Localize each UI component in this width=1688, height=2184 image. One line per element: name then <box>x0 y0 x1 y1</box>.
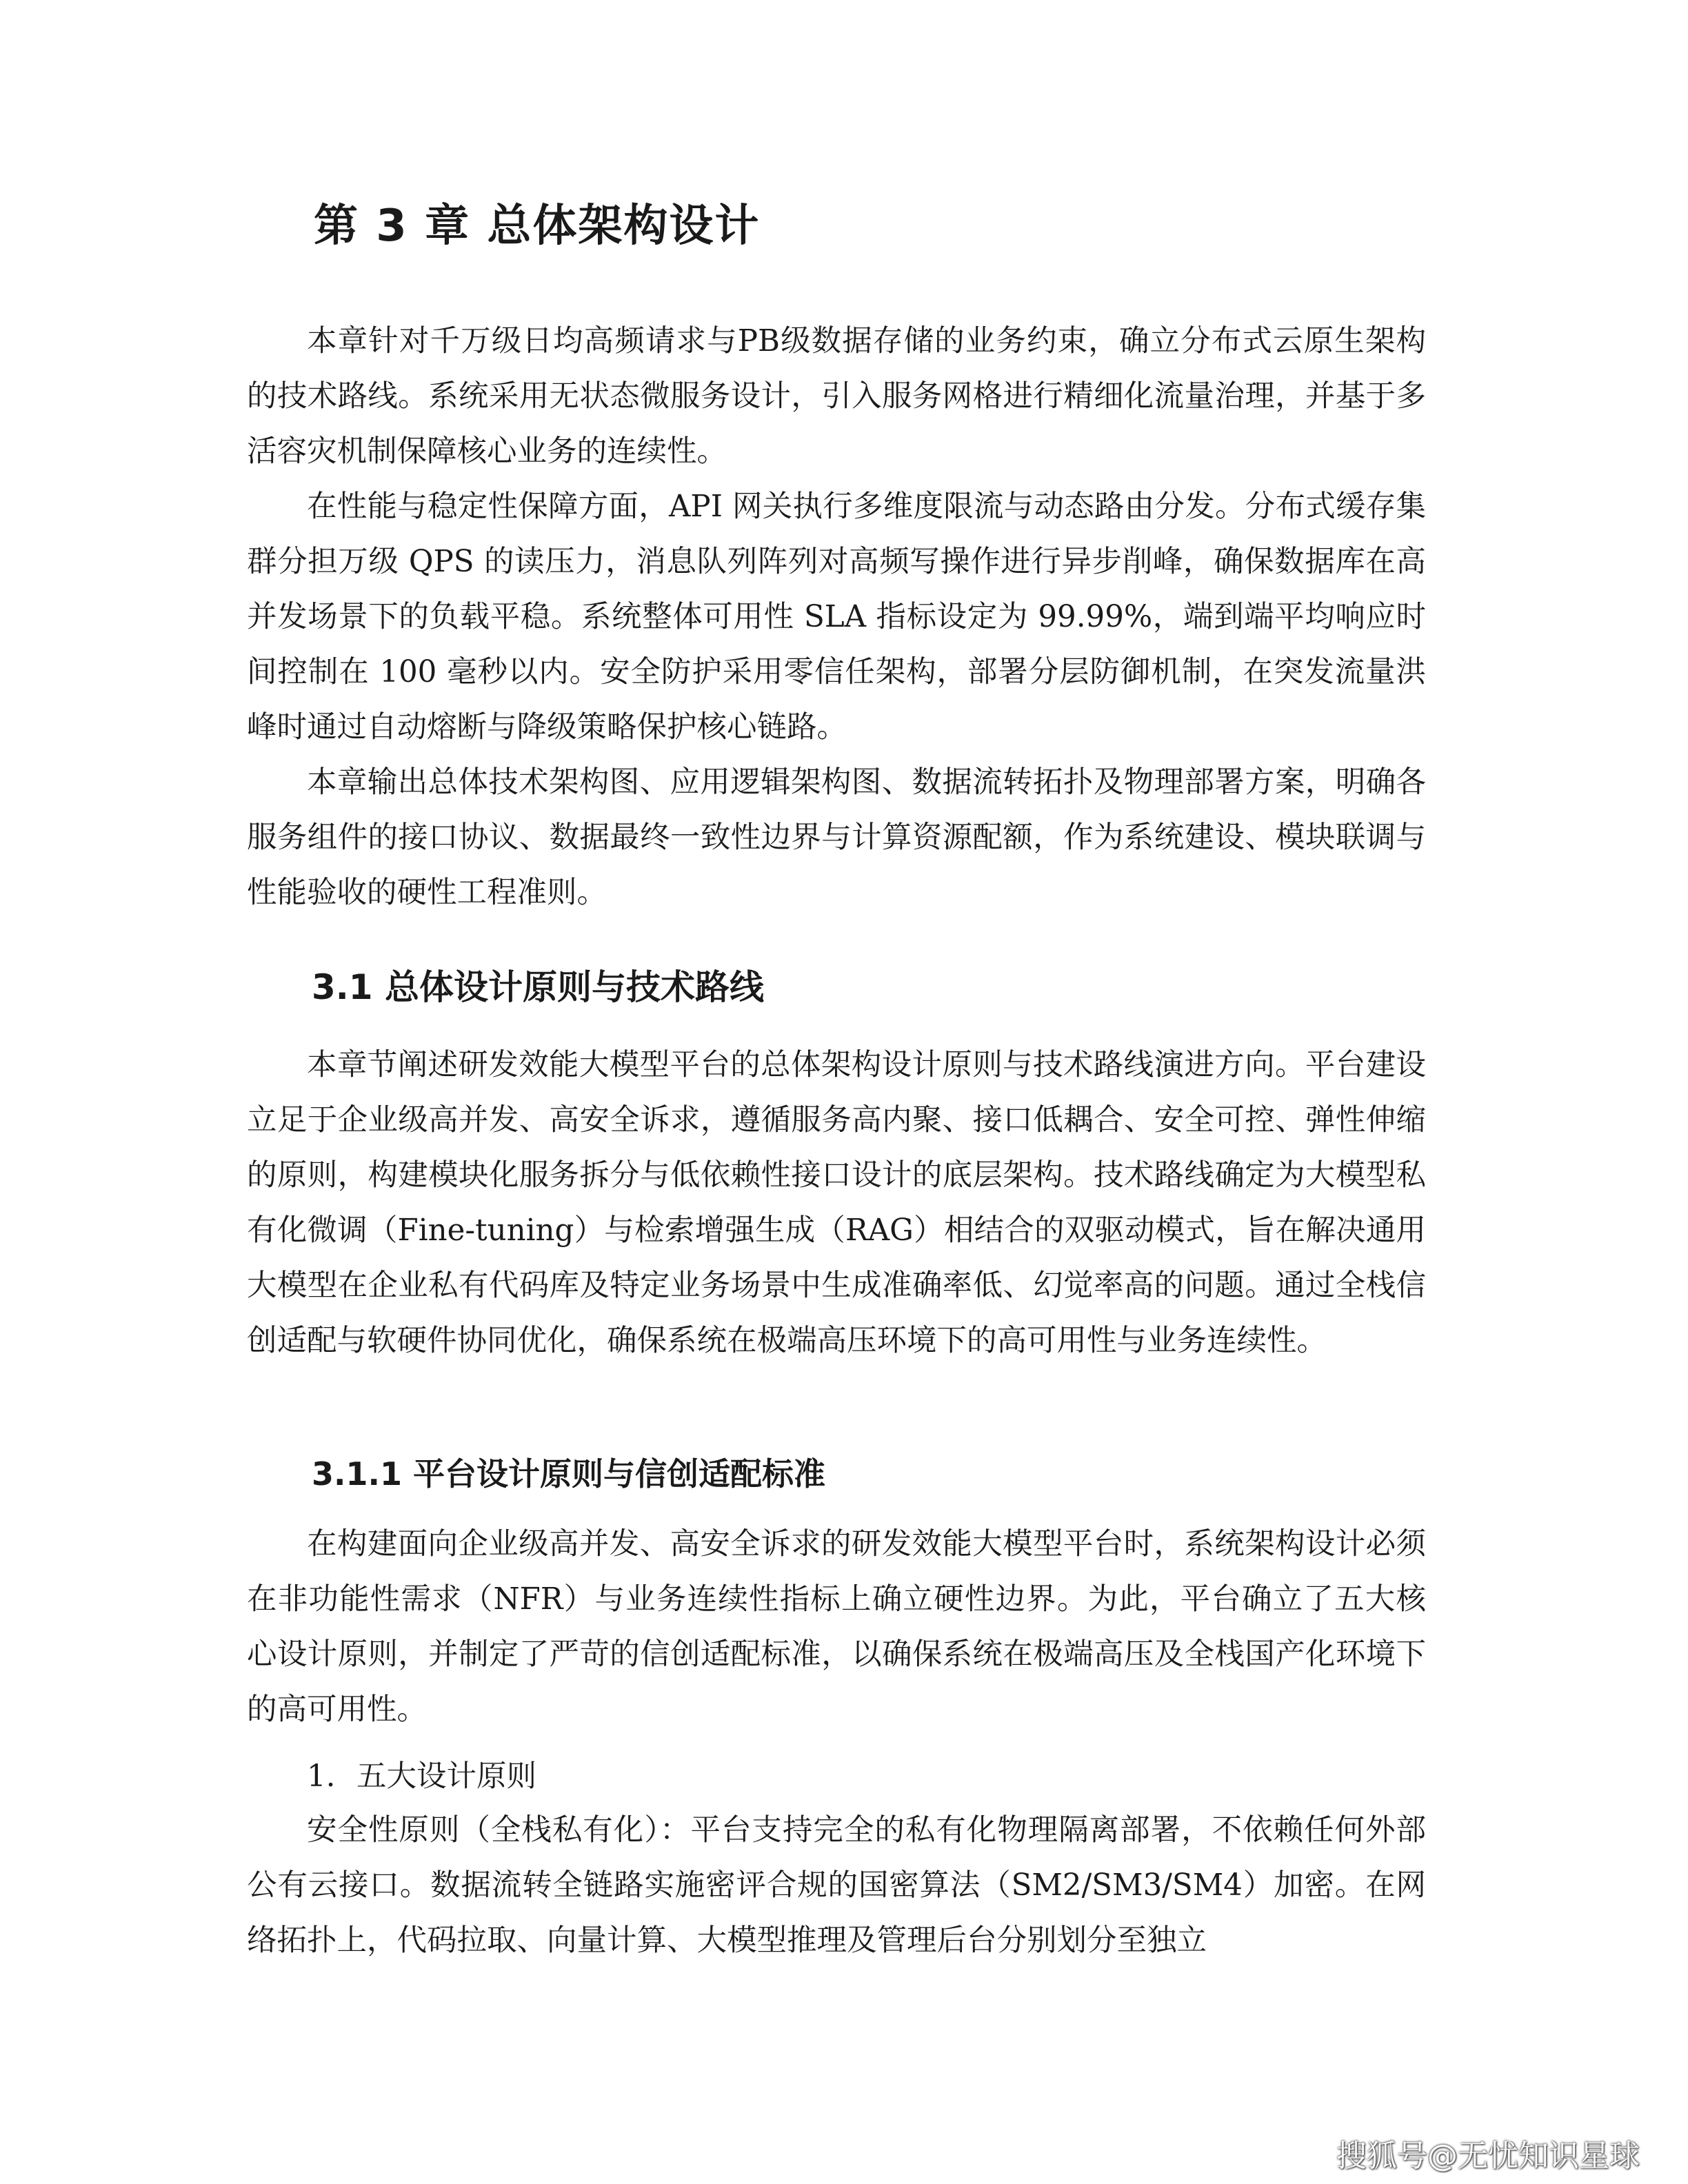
principles-list-title <box>307 1749 536 1804</box>
section-3-1-1-heading: 3.1.1 平台设计原则与信创适配标准 <box>312 1455 825 1493</box>
security-principle-paragraph: 安全性原则（全栈私有化）：平台支持完全的私有化物理隔离部署，不依赖任何外部公有云接口。数据流转全链路实施密评合规的国密算法（SM2/SM3/SM4）加密。在网络拓扑上，代码拉取、向量计算、大模型推理及管理后台分别划分至独立 <box>247 1813 1426 1958</box>
section-3-1-1-paragraph: 在构建面向企业级高并发、高安全诉求的研发效能大模型平台时，系统架构设计必须在非功能性需求（NFR）与业务连续性指标上确立硬性边界。为此，平台确立了五大核心设计原则，并制定了严苛的信创适配标准，以确保系统在极端高压及全栈国产化环境下的高可用性。 <box>247 1527 1426 1727</box>
intro-paragraph-3: 本章输出总体技术架构图、应用逻辑架构图、数据流转拓扑及物理部署方案，明确各服务组件的接口协议、数据最终一致性边界与计算资源配额，作为系统建设、模块联调与性能验收的硬性工程准则。 <box>247 765 1426 910</box>
watermark: 搜狐号@无忧知识星球 <box>1336 2138 1640 2174</box>
list-title-text: 五大设计原则 <box>356 1759 536 1794</box>
list-number: 1. <box>307 1759 336 1794</box>
section-3-1-heading: 3.1 总体设计原则与技术路线 <box>312 967 764 1007</box>
intro-paragraph-2: 在性能与稳定性保障方面，API 网关执行多维度限流与动态路由分发。分布式缓存集群分担万级 QPS 的读压力，消息队列阵列对高频写操作进行异步削峰，确保数据库在高并发场景下的负载平稳。系统整体可用性 SLA 指标设定为 99.99%，端到端平均响应时间控制在 100 毫秒以内。安全防护采用零信任架构，部署分层防御机制，在突发流量洪峰时通过自动熔断与降级策略保护核心链路。 <box>247 489 1426 745</box>
section-3-1-paragraph: 本章节阐述研发效能大模型平台的总体架构设计原则与技术路线演进方向。平台建设立足于企业级高并发、高安全诉求，遵循服务高内聚、接口低耦合、安全可控、弹性伸缩的原则，构建模块化服务拆分与低依赖性接口设计的底层架构。技术路线确定为大模型私有化微调（Fine-tuning）与检索增强生成（RAG）相结合的双驱动模式，旨在解决通用大模型在企业私有代码库及特定业务场景中生成准确率低、幻觉率高的问题。通过全栈信创适配与软硬件协同优化，确保系统在极端高压环境下的高可用性与业务连续性。 <box>247 1048 1426 1358</box>
intro-paragraph-1: 本章针对千万级日均高频请求与PB级数据存储的业务约束，确立分布式云原生架构的技术路线。系统采用无状态微服务设计，引入服务网格进行精细化流量治理，并基于多活容灾机制保障核心业务的连续性。 <box>247 324 1426 469</box>
chapter-title: 第 3 章 总体架构设计 <box>314 201 761 252</box>
